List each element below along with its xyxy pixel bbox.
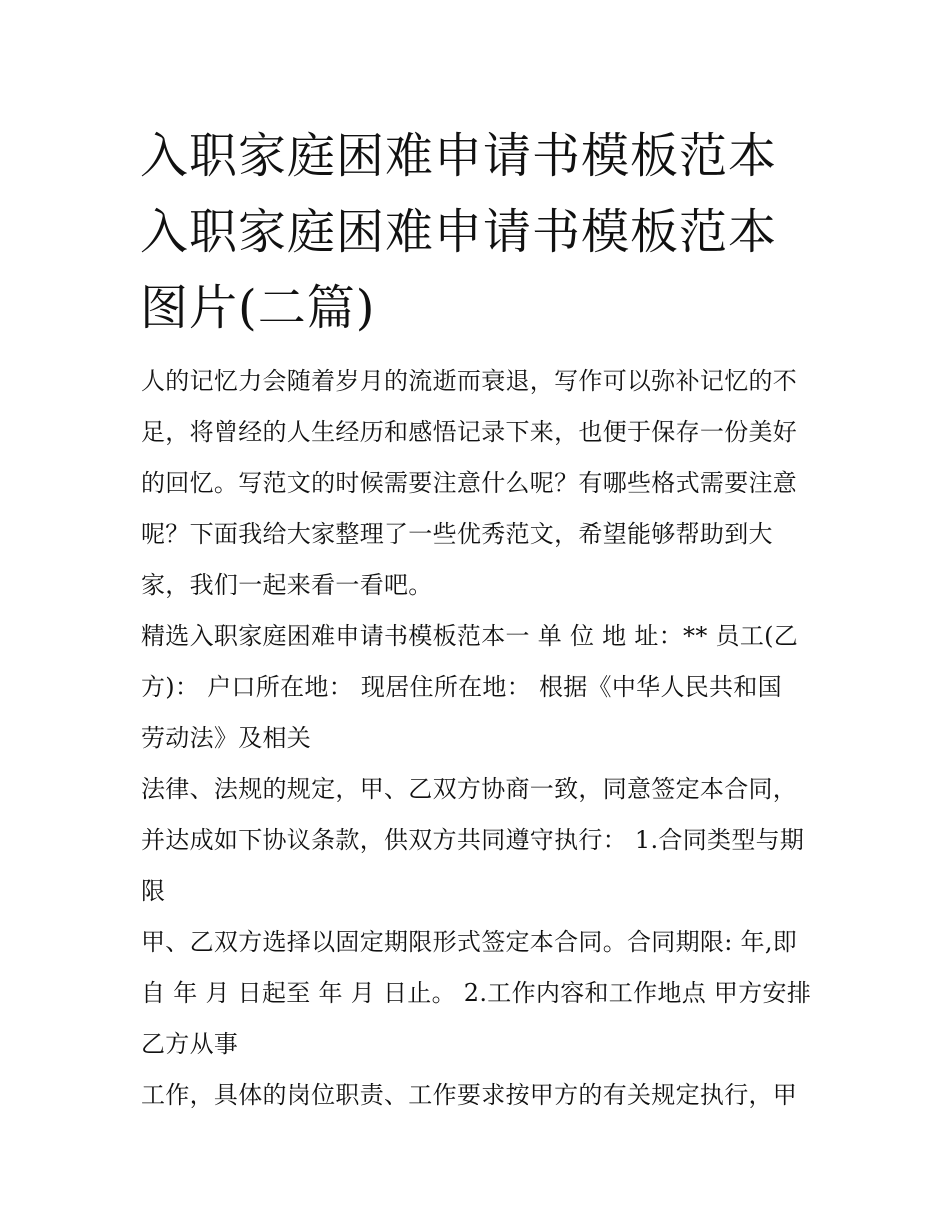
title-line: 图片(二篇): [140, 280, 376, 336]
body-line: 家，我们一起来看一看吧。: [141, 571, 433, 599]
document-title: [140, 118, 840, 346]
body-line: 劳动法》及相关: [141, 724, 312, 752]
title-line: 入职家庭困难申请书模板范本: [140, 128, 778, 184]
body-line: 甲、乙双方选择以固定期限形式签定本合同。合同期限: 年,即: [141, 928, 798, 956]
body-line: 的回忆。写范文的时候需要注意什么呢？有哪些格式需要注意: [141, 469, 798, 497]
body-line: 人的记忆力会随着岁月的流逝而衰退，写作可以弥补记忆的不: [141, 367, 798, 395]
body-line: 呢？下面我给大家整理了一些优秀范文，希望能够帮助到大: [141, 520, 773, 548]
body-line: 工作，具体的岗位职责、工作要求按甲方的有关规定执行，甲: [141, 1081, 798, 1109]
body-line: 法律、法规的规定，甲、乙双方协商一致，同意签定本合同，: [141, 775, 798, 803]
body-line: 足，将曾经的人生经历和感悟记录下来，也便于保存一份美好: [141, 418, 798, 446]
title-line: 入职家庭困难申请书模板范本: [140, 204, 778, 260]
body-line: 并达成如下协议条款，供双方共同遵守执行： 1.合同类型与期: [141, 826, 805, 854]
body-line: 乙方从事: [141, 1030, 239, 1058]
body-line: 精选入职家庭困难申请书模板范本一 单 位 地 址：** 员工(乙: [141, 622, 799, 650]
body-line: 方)： 户口所在地： 现居住所在地： 根据《中华人民共和国: [141, 673, 782, 701]
body-line: 自 年 月 日起至 年 月 日止。 2.工作内容和工作地点 甲方安排: [141, 979, 812, 1007]
document-body: [141, 356, 821, 1121]
body-line: 限: [141, 877, 166, 905]
